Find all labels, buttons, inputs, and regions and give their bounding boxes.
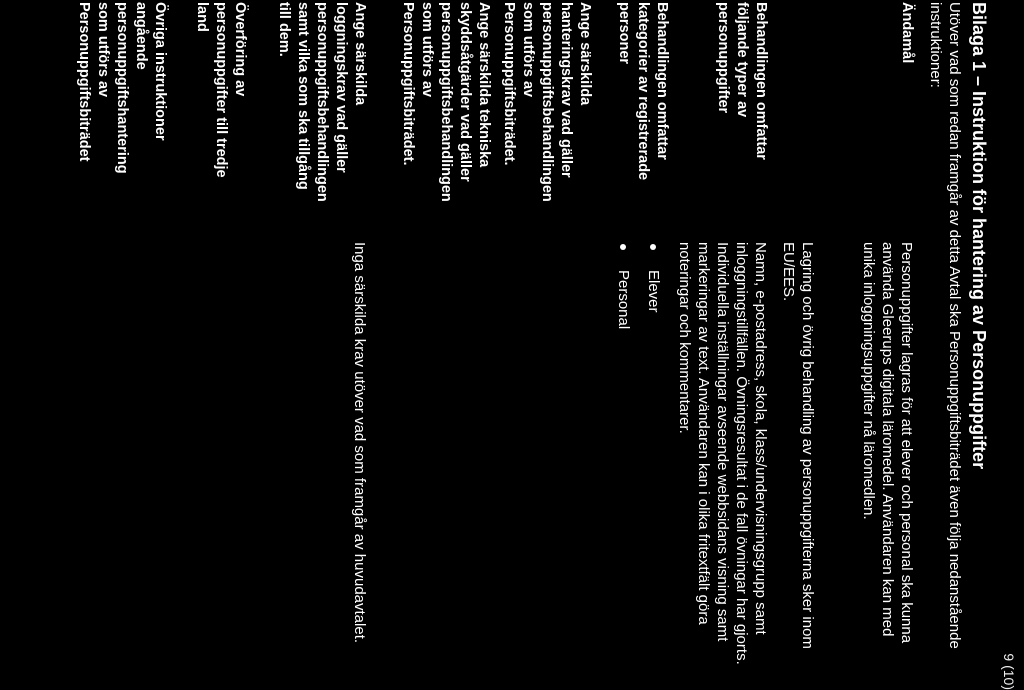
page-number: 9 (10) [1001,653,1017,690]
data-types-label: Behandlingen omfattar följande typer av personuppgifter [715,2,769,160]
data-subjects-list [612,242,664,542]
list-item-label: Personal [615,270,632,330]
purpose-text: Personuppgifter lagras för att elever och personal ska kunna använda Gleerups digitala läromedel. Användaren kan med unika inloggningsuppgifter nå läromedlen. [860,242,915,644]
other-instructions-label: Övriga instruktioner angående personuppgiftshantering som utförs av Personuppgiftsbiträdet [76,2,168,174]
bullet-icon [650,244,656,250]
handling-requirements-label: Ange särskilda hanteringskrav vad gäller personuppgiftsbehandlingen som utförs av Personuppgiftsbiträdet. [501,2,593,202]
intro-paragraph: Utöver vad som redan framgår av detta Avtal ska Personuppgiftsbiträdet även följa nedanstående instruktioner: [927,2,963,649]
logging-requirements-label: Ange särskilda loggningskrav vad gäller personuppgiftsbehandlingen samt vilka som ska tillgång till dem. [276,2,368,202]
third-country-transfer-label: Överföring av personuppgifter till tredje land [194,2,248,178]
document-title: Bilaga 1 – Instruktion för hantering av Personuppgifter [969,2,989,470]
purpose-label: Ändamål [899,2,915,64]
list-item [642,242,664,542]
bullet-icon [620,244,626,250]
data-subjects-label: Behandlingen omfattar kategorier av registrerade personer [616,2,670,181]
logging-requirements-text: Inga särskilda krav utöver vad som framgår av huvudavtalet. [351,242,368,644]
security-measures-label: Ange särskilda tekniska skyddsåtgärder vad gäller personuppgiftsbehandlingen som utförs av Personuppgiftsbiträdet. [400,2,492,202]
data-types-text: Namn, e-postadress, skola, klass/undervisningsgrupp samt inloggningstillfällen. Övningsresultat i de fall övningar har gjorts. Individuella inställningar avseende webbsidans visning samt markeringar av text. Användaren kan i olika fritextfält göra noteringar och kommentarer. [676,242,769,665]
list-item-label: Elever [645,270,662,313]
storage-text: Lagring och övrig behandling av personuppgifterna sker inom EU/EES. [780,242,816,649]
list-item [612,242,634,542]
